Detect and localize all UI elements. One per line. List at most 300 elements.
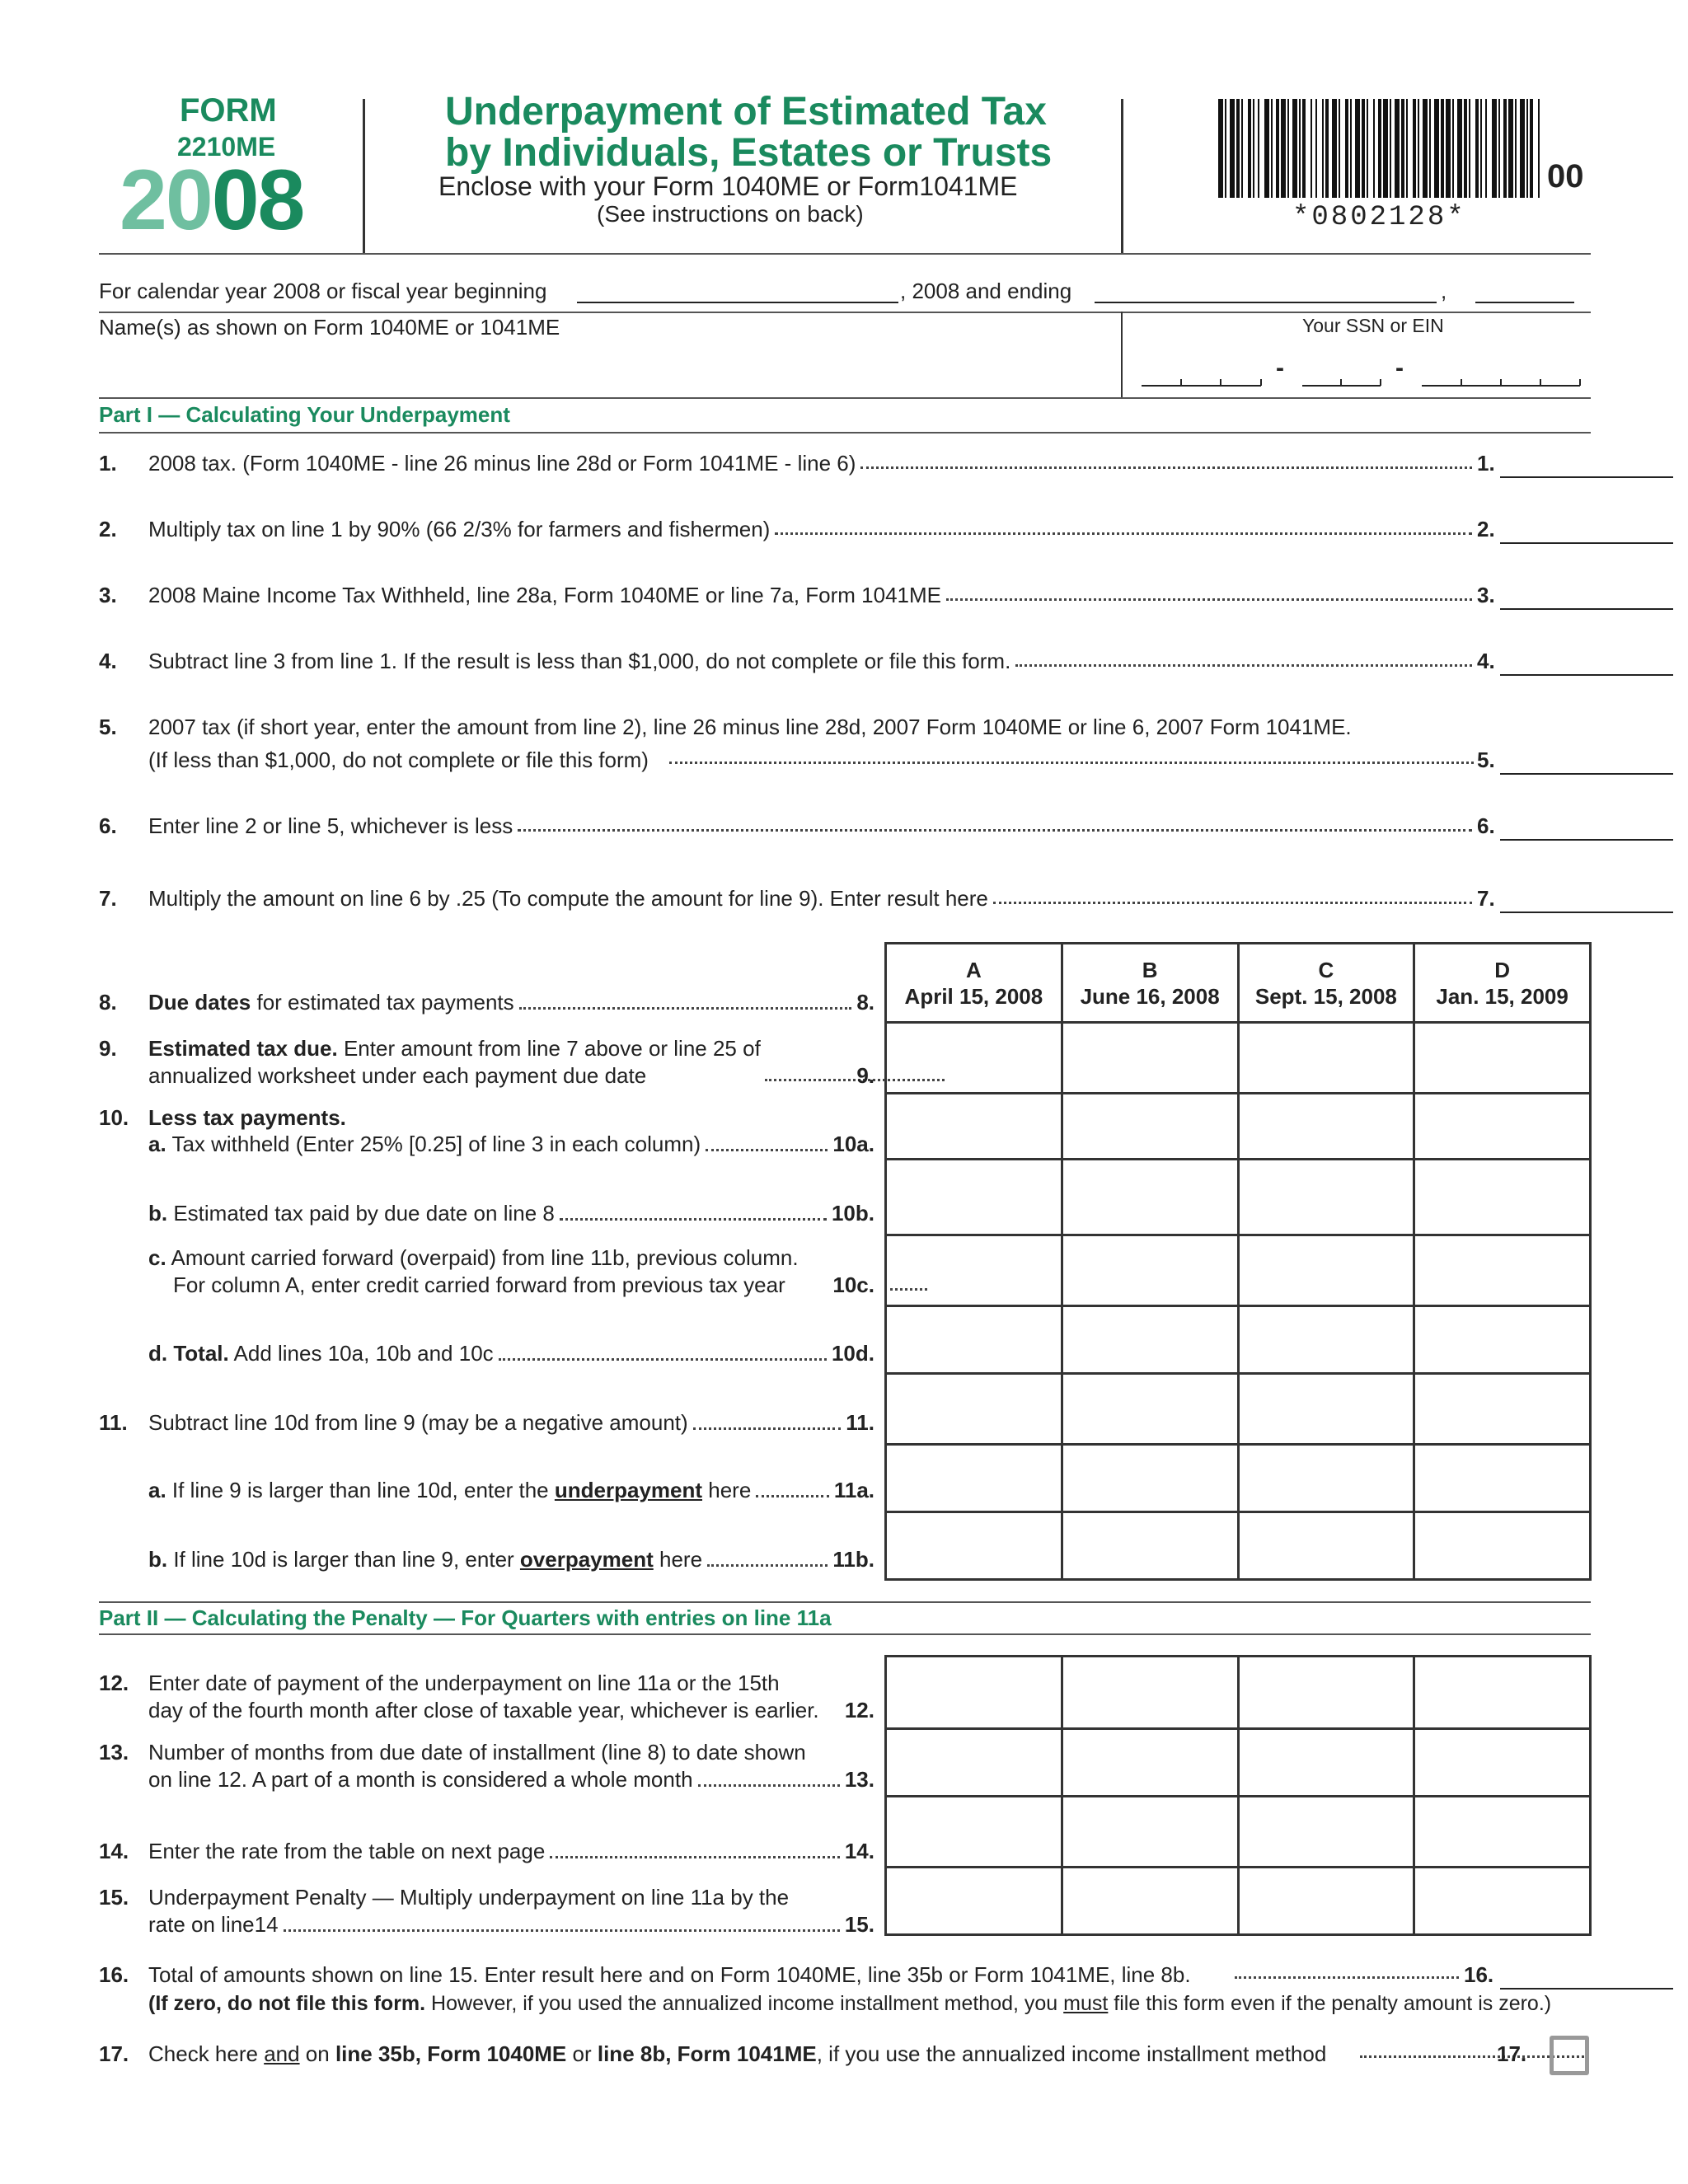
barcode-bar xyxy=(1530,99,1533,198)
barcode-bar xyxy=(1281,99,1286,198)
line-15-number: 15. xyxy=(99,1885,129,1910)
line-16 xyxy=(99,1960,1574,1990)
line-10a-col-c-cell[interactable] xyxy=(1238,1094,1414,1160)
line-11a-text: If line 9 is larger than line 10d, enter the xyxy=(166,1478,555,1502)
line-1-leader xyxy=(860,466,1472,469)
line-12-col-a-cell[interactable] xyxy=(886,1657,1062,1729)
line-2-number: 2. xyxy=(99,517,117,541)
column-due-date: April 15, 2008 xyxy=(904,983,1043,1009)
form-subtitle: Enclose with your Form 1040ME or Form1041ME xyxy=(438,171,1018,201)
barcode-bar xyxy=(1355,99,1360,198)
line-14-text: Enter the rate from the table on next page xyxy=(148,1839,546,1863)
barcode-bar xyxy=(1322,99,1324,198)
fiscal-year-ending-field[interactable] xyxy=(1095,302,1437,303)
line-10d-line1 xyxy=(148,1340,494,1367)
line-17-ref-1041: line 8b, Form 1041ME xyxy=(597,2041,817,2066)
line-5 xyxy=(99,745,1574,775)
line-10a-text: Tax withheld (Enter 25% [0.25] of line 3 in each column) xyxy=(166,1132,701,1156)
line-11b-emphasis: overpayment xyxy=(519,1547,654,1572)
line-10a-row xyxy=(886,1094,1591,1160)
line-6-number: 6. xyxy=(99,813,117,838)
line-2-field[interactable] xyxy=(1500,542,1673,544)
line-1-label: 1. xyxy=(1477,451,1495,476)
line-17-and: and xyxy=(264,2041,300,2066)
barcode-bar xyxy=(1446,99,1451,198)
line-9-text2: annualized worksheet under each payment due date xyxy=(148,1063,647,1088)
comma: , xyxy=(1441,279,1447,303)
line-11-leader xyxy=(693,1427,842,1430)
line-11a-label: 11a. xyxy=(833,1478,874,1502)
line-10a-label: 10a. xyxy=(832,1132,874,1156)
line-7-text: Multiply the amount on line 6 by .25 (To compute the amount for line 9). Enter result here xyxy=(148,886,988,911)
barcode-bar xyxy=(1325,99,1329,198)
info-rule-top xyxy=(99,312,1591,313)
line-14-leader xyxy=(550,1856,840,1858)
line-11b-line1 xyxy=(148,1546,702,1573)
barcode-bar xyxy=(1526,99,1528,198)
line-2-label: 2. xyxy=(1477,517,1495,541)
line-3-leader xyxy=(946,598,1472,601)
line-10c-row xyxy=(886,1235,1591,1306)
line-10b-line1 xyxy=(148,1200,555,1227)
part1-heading-rule xyxy=(99,432,1591,434)
line-11-col-d-cell[interactable] xyxy=(1414,1374,1591,1445)
column-due-date: Sept. 15, 2008 xyxy=(1254,983,1397,1009)
line-10d-row xyxy=(886,1306,1591,1374)
line-9-col-a-cell[interactable] xyxy=(886,1023,1062,1094)
line-4 xyxy=(99,646,1574,676)
line-2 xyxy=(99,514,1574,544)
line-5-field[interactable] xyxy=(1500,773,1673,775)
header-divider-right xyxy=(1121,99,1123,254)
line-15-col-a-cell[interactable] xyxy=(886,1868,1062,1935)
form-title-line1: Underpayment of Estimated Tax xyxy=(445,90,1047,134)
line-16-note-b: file this form even if the penalty amount is zero.) xyxy=(1108,1992,1552,2015)
line-15-row xyxy=(886,1868,1591,1935)
line-10b-col-d-cell[interactable] xyxy=(1414,1160,1591,1235)
barcode-bar xyxy=(1383,99,1388,198)
fiscal-year-beginning-field[interactable] xyxy=(577,302,898,303)
line-10b-text: Estimated tax paid by due date on line 8 xyxy=(167,1201,555,1226)
barcode-bar xyxy=(1475,99,1479,198)
line-8-number: 8. xyxy=(99,990,117,1015)
part2-heading-rule-top xyxy=(99,1601,1591,1603)
line-11-text: Subtract line 10d from line 9 (may be a negative amount) xyxy=(148,1410,688,1435)
line-5-label: 5. xyxy=(1477,748,1495,772)
line-15-label: 15. xyxy=(844,1912,874,1937)
barcode-bar xyxy=(1538,99,1540,198)
barcode-bar xyxy=(1480,99,1482,198)
line-16-label: 16. xyxy=(1464,1962,1494,1987)
barcode-bar xyxy=(1287,99,1289,198)
line-10d-col-a-cell[interactable] xyxy=(886,1306,1062,1374)
barcode-bar xyxy=(1401,99,1404,198)
line-10b-col-c-cell[interactable] xyxy=(1238,1160,1414,1235)
line-14-col-a-cell[interactable] xyxy=(886,1797,1062,1868)
barcode-bar xyxy=(1258,99,1259,198)
part2-heading-rule-bottom xyxy=(99,1633,1591,1635)
line-10d-prefix: d. Total. xyxy=(148,1341,229,1366)
barcode-bar xyxy=(1434,99,1439,198)
line-14-col-d-cell[interactable] xyxy=(1414,1797,1591,1868)
line-14-label: 14. xyxy=(844,1839,874,1863)
line-10d-col-c-cell[interactable] xyxy=(1238,1306,1414,1374)
line-7 xyxy=(99,883,1574,913)
form-label: FORM xyxy=(180,92,277,129)
line-17 xyxy=(99,2039,1574,2069)
line-11b-col-b-cell[interactable] xyxy=(1062,1512,1238,1580)
ssn-divider xyxy=(1121,312,1123,397)
line-12-label: 12. xyxy=(844,1698,874,1722)
header-divider-left xyxy=(363,99,365,254)
line-14-row xyxy=(886,1797,1591,1868)
line-8-leader xyxy=(519,1007,852,1010)
line-3-label: 3. xyxy=(1477,583,1495,607)
line-12-number: 12. xyxy=(99,1671,129,1695)
line-10c-col-b-cell[interactable] xyxy=(1062,1235,1238,1306)
line-11a-col-c-cell[interactable] xyxy=(1238,1445,1414,1512)
barcode-bar xyxy=(1225,99,1226,198)
line-14-number: 14. xyxy=(99,1839,129,1863)
barcode-bar xyxy=(1367,99,1368,198)
line-11a-col-d-cell[interactable] xyxy=(1414,1445,1591,1512)
line-13-number: 13. xyxy=(99,1740,129,1765)
line-10a-col-a-cell[interactable] xyxy=(886,1094,1062,1160)
line-13-col-b-cell[interactable] xyxy=(1062,1729,1238,1797)
barcode-bar xyxy=(1452,99,1454,198)
part1-heading: Part I — Calculating Your Underpayment xyxy=(99,402,510,427)
barcode-bar xyxy=(1315,99,1317,198)
barcode-bar xyxy=(1413,99,1416,198)
barcode-bar xyxy=(1276,99,1279,198)
line-16-note xyxy=(148,1990,1551,2018)
column-letter: D xyxy=(1494,957,1511,982)
column-a-header xyxy=(886,944,1062,1023)
line-6-leader xyxy=(518,829,1472,832)
barcode-bar xyxy=(1302,99,1306,198)
line-12-text: Enter date of payment of the underpayment on line 11a or the 15th xyxy=(148,1671,780,1695)
line-10c-text2: For column A, enter credit carried forward from previous tax year xyxy=(173,1272,785,1297)
line-7-field[interactable] xyxy=(1500,912,1673,913)
line-10a-col-d-cell[interactable] xyxy=(1414,1094,1591,1160)
line-11b-text: If line 10d is larger than line 9, enter xyxy=(167,1547,520,1572)
barcode-bar xyxy=(1350,99,1352,198)
line-10a-prefix: a. xyxy=(148,1132,166,1156)
barcode-bar xyxy=(1345,99,1348,198)
form-year xyxy=(120,152,304,248)
line-10a-line1 xyxy=(148,1131,701,1158)
year-digits-dark: 08 xyxy=(211,152,304,248)
line-16-note-a: However, if you used the annualized income installment method, you xyxy=(425,1992,1064,2015)
line-13-text2: on line 12. A part of a month is considered a whole month xyxy=(148,1767,693,1792)
form-instructions-note: (See instructions on back) xyxy=(597,201,864,227)
barcode-bar xyxy=(1264,99,1269,198)
line-10c-col-c-cell[interactable] xyxy=(1238,1235,1414,1306)
barcode-bar xyxy=(1508,99,1513,198)
barcode-bar xyxy=(1429,99,1431,198)
line-11-label: 11. xyxy=(846,1410,874,1435)
ssn-dash-1: - xyxy=(1276,354,1284,382)
line-11-row xyxy=(886,1374,1591,1445)
column-letter: C xyxy=(1318,957,1334,982)
line-9-label: 9. xyxy=(856,1063,874,1088)
line-10d-leader xyxy=(499,1358,827,1361)
header-bottom-rule xyxy=(99,253,1591,255)
column-c-header xyxy=(1238,944,1414,1023)
line-9-line1 xyxy=(148,1035,761,1062)
line-10-text: Less tax payments. xyxy=(148,1105,346,1130)
line-13-text: Number of months from due date of installment (line 8) to date shown xyxy=(148,1740,806,1765)
line-11b-label: 11b. xyxy=(832,1547,874,1572)
line-10b-label: 10b. xyxy=(831,1201,874,1226)
line-12-text2: day of the fourth month after close of taxable year, whichever is earlier. xyxy=(148,1698,819,1722)
barcode-text: *0802128* xyxy=(1292,202,1466,233)
barcode-bar xyxy=(1418,99,1419,198)
line-11b-col-c-cell[interactable] xyxy=(1238,1512,1414,1580)
line-3-field[interactable] xyxy=(1500,608,1673,610)
line-9-col-b-cell[interactable] xyxy=(1062,1023,1238,1094)
line-1 xyxy=(99,448,1574,478)
line-11b-col-a-cell[interactable] xyxy=(886,1512,1062,1580)
line-9-text: Enter amount from line 7 above or line 25 of xyxy=(337,1036,761,1061)
barcode-bar xyxy=(1378,99,1381,198)
line-3-text: 2008 Maine Income Tax Withheld, line 28a, Form 1040ME or line 7a, Form 1041ME xyxy=(148,583,941,607)
barcode-bar xyxy=(1248,99,1251,198)
line-5-first xyxy=(99,712,1574,742)
line-17-label: 17. xyxy=(1497,2041,1527,2066)
column-letter: A xyxy=(965,957,982,982)
line-5-leader xyxy=(669,762,1474,764)
line-17-or: or xyxy=(566,2041,598,2066)
line-5-text: 2007 tax (if short year, enter the amount from line 2), line 26 minus line 28d, 2007 Form 1040ME or line 6, 2007 Form 1041ME. xyxy=(148,715,1352,739)
line-10c-prefix: c. xyxy=(148,1245,166,1270)
column-header-row xyxy=(886,944,1591,1023)
year-text xyxy=(120,152,303,248)
line-11-col-a-cell[interactable] xyxy=(886,1374,1062,1445)
barcode-bar xyxy=(1362,99,1365,198)
line-9-leader xyxy=(765,1079,945,1081)
line-12-row xyxy=(886,1657,1591,1729)
barcode-bar xyxy=(1241,99,1243,198)
fiscal-year-ending-year-field[interactable] xyxy=(1475,302,1574,303)
line-13-leader xyxy=(698,1784,840,1787)
line-12-col-c-cell[interactable] xyxy=(1238,1657,1414,1729)
line-17-text-a: Check here xyxy=(148,2041,265,2066)
and-ending-label: , 2008 and ending xyxy=(900,279,1072,303)
line-11a-leader xyxy=(756,1495,829,1497)
line-9-col-c-cell[interactable] xyxy=(1238,1023,1414,1094)
line-10b-col-b-cell[interactable] xyxy=(1062,1160,1238,1235)
barcode-bar xyxy=(1332,99,1337,198)
barcode-bar xyxy=(1503,99,1507,198)
line-7-label: 7. xyxy=(1477,886,1495,911)
line-13-col-d-cell[interactable] xyxy=(1414,1729,1591,1797)
ssn-field[interactable] xyxy=(1142,356,1587,389)
line-10c-leader xyxy=(890,1288,927,1291)
line-11a-col-a-cell[interactable] xyxy=(886,1445,1062,1512)
barcode-bar xyxy=(1485,99,1487,198)
line-10d-col-d-cell[interactable] xyxy=(1414,1306,1591,1374)
line-11a-text-after: here xyxy=(702,1478,752,1502)
barcode-bar xyxy=(1469,99,1470,198)
line-8-label: 8. xyxy=(856,990,874,1015)
line-11a-col-b-cell[interactable] xyxy=(1062,1445,1238,1512)
barcode-suffix: 00 xyxy=(1547,158,1584,194)
line-9-col-d-cell[interactable] xyxy=(1414,1023,1591,1094)
line-10c-label: 10c. xyxy=(832,1272,874,1297)
barcode-bars xyxy=(1218,99,1541,198)
calendar-year-label: For calendar year 2008 or fiscal year beginning xyxy=(99,279,547,303)
penalty-table xyxy=(884,1655,1592,1936)
line-10d-col-b-cell[interactable] xyxy=(1062,1306,1238,1374)
line-17-text xyxy=(148,2039,1326,2069)
line-15-text: Underpayment Penalty — Multiply underpayment on line 11a by the xyxy=(148,1885,790,1910)
line-2-leader xyxy=(775,532,1472,535)
line-10d-text: Add lines 10a, 10b and 10c xyxy=(228,1341,494,1366)
barcode-bar xyxy=(1441,99,1444,198)
line-11a-prefix: a. xyxy=(148,1478,166,1502)
line-4-leader xyxy=(1015,664,1472,667)
barcode-bar xyxy=(1390,99,1391,198)
line-15-col-c-cell[interactable] xyxy=(1238,1868,1414,1935)
line-1-text: 2008 tax. (Form 1040ME - line 26 minus line 28d or Form 1041ME - line 6) xyxy=(148,451,856,476)
column-due-date: June 16, 2008 xyxy=(1080,983,1220,1009)
line-11b-leader xyxy=(707,1564,828,1567)
line-10-number: 10. xyxy=(99,1105,129,1130)
line-6-field[interactable] xyxy=(1500,839,1673,841)
barcode-bar xyxy=(1457,99,1462,198)
line-3-number: 3. xyxy=(99,583,117,607)
line-15-text2: rate on line14 xyxy=(148,1912,279,1937)
line-14-col-b-cell[interactable] xyxy=(1062,1797,1238,1868)
column-letter: B xyxy=(1142,957,1158,982)
line-9-row xyxy=(886,1023,1591,1094)
barcode-bar xyxy=(1236,99,1240,198)
barcode-bar xyxy=(1230,99,1235,198)
line-16-text: Total of amounts shown on line 15. Enter result here and on Form 1040ME, line 35b or Form 1041ME, line 8b. xyxy=(148,1962,1191,1987)
line-6 xyxy=(99,811,1574,841)
barcode-bar xyxy=(1339,99,1340,198)
barcode-bar xyxy=(1492,99,1497,198)
line-11-number: 11. xyxy=(99,1410,128,1435)
line-11a-emphasis: underpayment xyxy=(554,1478,703,1502)
barcode-bar xyxy=(1423,99,1428,198)
column-d-header xyxy=(1414,944,1591,1023)
barcode-bar xyxy=(1395,99,1400,198)
line-4-text: Subtract line 3 from line 1. If the result is less than $1,000, do not complete or file this form. xyxy=(148,649,1011,673)
line-7-number: 7. xyxy=(99,886,117,911)
line-3 xyxy=(99,580,1574,610)
annualized-method-checkbox[interactable] xyxy=(1550,2036,1589,2075)
line-4-number: 4. xyxy=(99,649,117,673)
barcode-bar xyxy=(1498,99,1500,198)
line-9-bold: Estimated tax due. xyxy=(148,1036,338,1061)
line-10c-col-a-cell[interactable] xyxy=(886,1235,1062,1306)
line-10c-line1 xyxy=(148,1244,799,1272)
barcode-bar xyxy=(1406,99,1408,198)
line-8-line1 xyxy=(148,989,514,1016)
barcode-bar xyxy=(1520,99,1525,198)
line-10c-col-d-cell[interactable] xyxy=(1414,1235,1591,1306)
year-digits-light: 20 xyxy=(120,152,212,248)
line-11-col-c-cell[interactable] xyxy=(1238,1374,1414,1445)
barcode xyxy=(1218,99,1541,198)
line-9-number: 9. xyxy=(99,1036,117,1061)
line-5-text2: (If less than $1,000, do not complete or file this form) xyxy=(148,748,649,772)
line-13-label: 13. xyxy=(844,1767,874,1792)
line-15-leader xyxy=(284,1929,840,1932)
line-1-field[interactable] xyxy=(1500,476,1673,478)
line-1-number: 1. xyxy=(99,451,117,476)
barcode-bar xyxy=(1292,99,1297,198)
barcode-bar xyxy=(1253,99,1254,198)
line-11a-line1 xyxy=(148,1477,751,1504)
installment-table xyxy=(884,942,1592,1581)
form-number: 2210ME xyxy=(177,132,276,162)
line-10b-leader xyxy=(560,1218,827,1221)
column-b-header xyxy=(1062,944,1238,1023)
line-11b-row xyxy=(886,1512,1591,1580)
line-17-text-c: , if you use the annualized income installment method xyxy=(816,2041,1327,2066)
line-11b-prefix: b. xyxy=(148,1547,168,1572)
line-10d-label: 10d. xyxy=(831,1341,874,1366)
line-4-field[interactable] xyxy=(1500,674,1673,676)
line-16-number: 16. xyxy=(99,1962,129,1987)
column-due-date: Jan. 15, 2009 xyxy=(1436,983,1568,1009)
line-7-leader xyxy=(993,902,1472,904)
barcode-bar xyxy=(1271,99,1273,198)
line-10a-col-b-cell[interactable] xyxy=(1062,1094,1238,1160)
line-8-text: for estimated tax payments xyxy=(251,990,514,1015)
line-13-col-c-cell[interactable] xyxy=(1238,1729,1414,1797)
line-6-label: 6. xyxy=(1477,813,1495,838)
part2-heading: Part II — Calculating the Penalty — For Quarters with entries on line 11a xyxy=(99,1605,832,1630)
line-10b-prefix: b. xyxy=(148,1201,168,1226)
line-11b-text-after: here xyxy=(653,1547,703,1572)
line-12-col-b-cell[interactable] xyxy=(1062,1657,1238,1729)
line-15-col-d-cell[interactable] xyxy=(1414,1868,1591,1935)
barcode-bar xyxy=(1311,99,1312,198)
line-11-col-b-cell[interactable] xyxy=(1062,1374,1238,1445)
barcode-bar xyxy=(1464,99,1467,198)
barcode-bar xyxy=(1373,99,1375,198)
line-17-ref-1040: line 35b, Form 1040ME xyxy=(335,2041,567,2066)
line-10b-row xyxy=(886,1160,1591,1235)
names-label: Name(s) as shown on Form 1040ME or 1041ME xyxy=(99,315,560,340)
line-10b-col-a-cell[interactable] xyxy=(886,1160,1062,1235)
line-13-col-a-cell[interactable] xyxy=(886,1729,1062,1797)
info-rule-bottom xyxy=(99,397,1591,399)
form-title-line2: by Individuals, Estates or Trusts xyxy=(445,131,1053,175)
line-15-col-b-cell[interactable] xyxy=(1062,1868,1238,1935)
line-10a-leader xyxy=(706,1149,828,1151)
line-2-text: Multiply tax on line 1 by 90% (66 2/3% for farmers and fishermen) xyxy=(148,517,771,541)
line-11b-col-d-cell[interactable] xyxy=(1414,1512,1591,1580)
line-8-bold: Due dates xyxy=(148,990,251,1015)
line-10c-text: Amount carried forward (overpaid) from line 11b, previous column. xyxy=(166,1245,799,1270)
line-17-text-b: on xyxy=(299,2041,335,2066)
line-11a-row xyxy=(886,1445,1591,1512)
ssn-label: Your SSN or EIN xyxy=(1302,315,1444,336)
line-11-line1 xyxy=(148,1409,688,1436)
line-4-label: 4. xyxy=(1477,649,1495,673)
line-12-col-d-cell[interactable] xyxy=(1414,1657,1591,1729)
barcode-bar xyxy=(1218,99,1223,198)
line-16-note-must: must xyxy=(1063,1992,1109,2015)
barcode-bar xyxy=(1299,99,1301,198)
line-14-col-c-cell[interactable] xyxy=(1238,1797,1414,1868)
barcode-bar xyxy=(1515,99,1517,198)
